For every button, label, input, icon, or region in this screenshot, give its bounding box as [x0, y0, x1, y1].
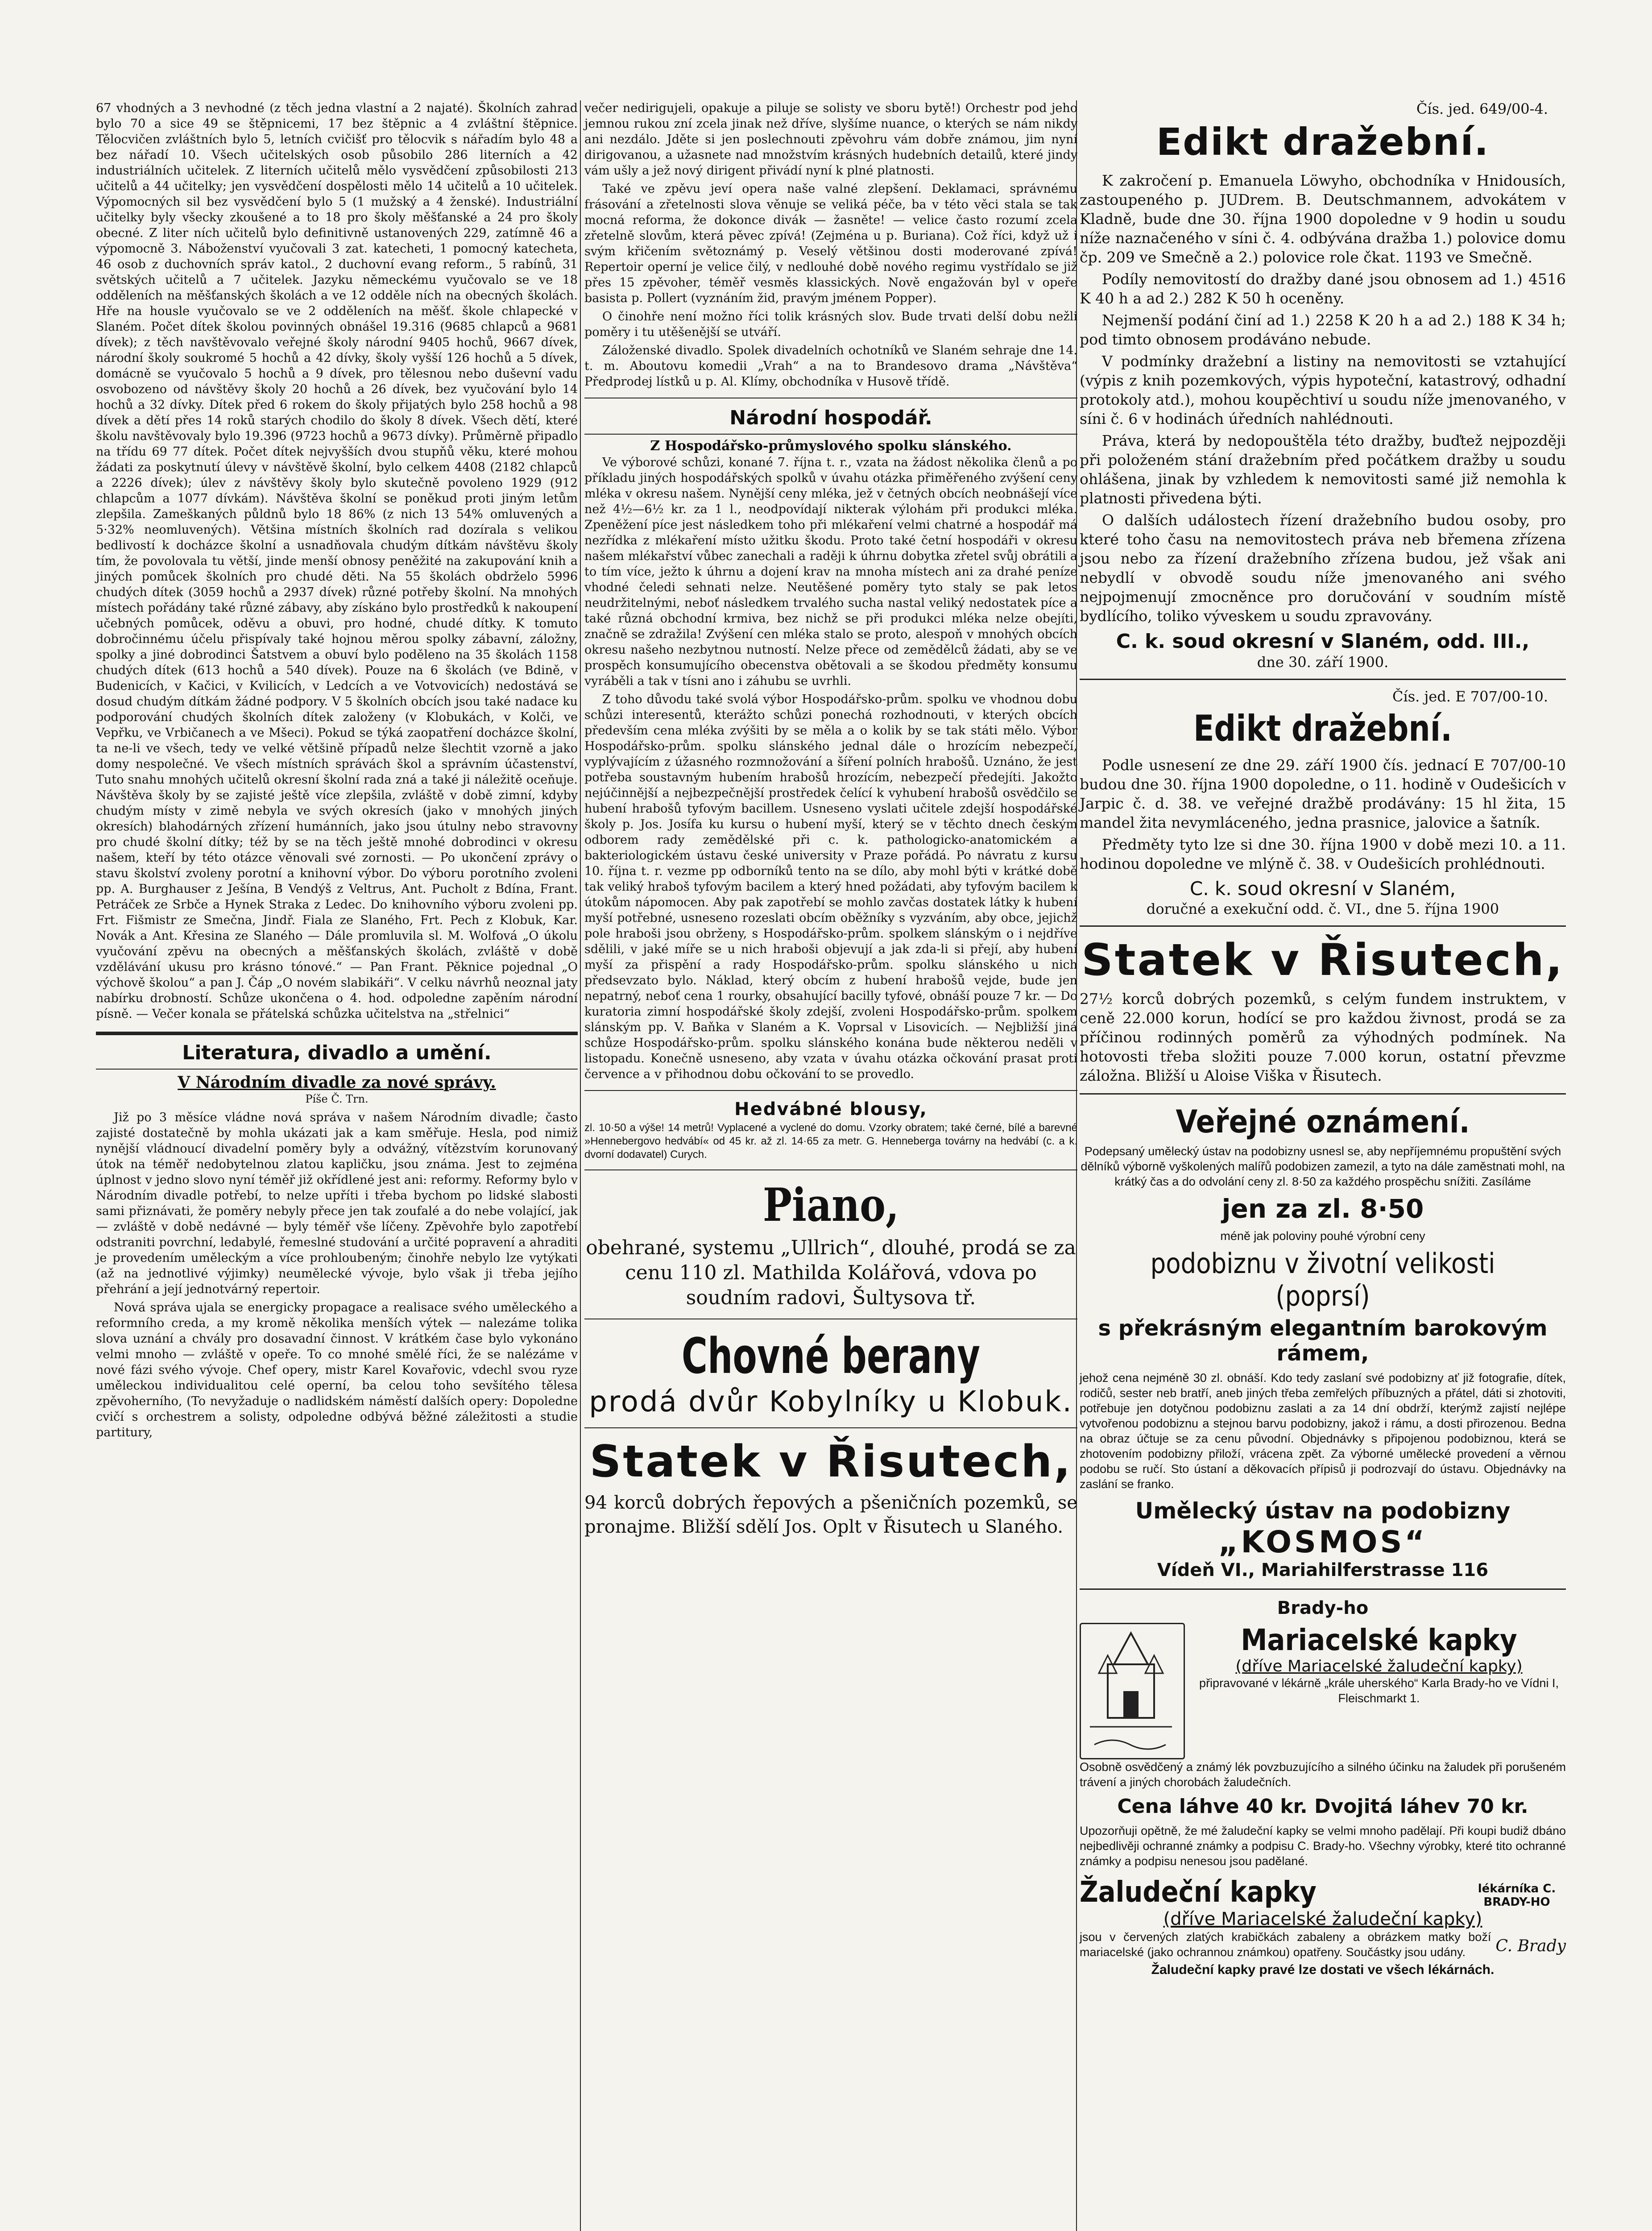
theatre-paragraph: O činohře není možno říci tolik krásných slov. Bude trvati delší dobu nežli poměry i tu utěšenější se utváří.: [584, 310, 1077, 339]
mariazell-church-illustration: [1080, 1623, 1185, 1759]
edict-2-paragraph: Podle usnesení ze dne 29. září 1900 čís. jednací E 707/00-10 budou dne 30. října 1900 dopoledne, o 11. hodině v Oudešicích v Jarpic č. d. 38. ve veřejné dražbě prodávány: 15 hl žita, 15 mandel žita nevymláceného, jednа prasnice, jalovice a šatník.: [1080, 756, 1566, 831]
edict-1-date: dne 30. září 1900.: [1257, 654, 1389, 671]
public-notice-intro: Podepsaný umělecký ústav na podobizny usnesl se, aby nepříjemnému propuštění svých dělníků výborně vyškolených malířů podobizen zamezil, a tyto na dále zaměstnati mohl, na krátký čas a do odvolání ceny zl. 8·50 za každého prospěchu snížiti. Zasíláme: [1081, 1145, 1565, 1188]
brady-ad: [1080, 1623, 1566, 1759]
edict-2-court: C. k. soud okresní v Slaném,: [1190, 878, 1456, 900]
column-3: [1080, 100, 1566, 1980]
farm-sale-title: Statek v Řisutech,: [1081, 935, 1564, 986]
section-divider: [584, 434, 1077, 435]
portrait-frame-line: s překrásným elegantním barokovým rámem,: [1098, 1316, 1548, 1366]
ad-divider: [1080, 1588, 1566, 1590]
mariacelske-prep: připravované v lékárně „krále uherského“ Karla Brady-ho ve Vídni I, Fleischmarkt 1.: [1199, 1676, 1559, 1705]
kosmos-address: Vídeň VI., Mariahilferstrasse 116: [1157, 1560, 1489, 1580]
edict-2-paragraph: Předměty tyto lze si dne 30. října 1900 v době mezi 10. a 11. hodinou dopoledne ve mlýně č. 38. v Oudešicích prohlédnouti.: [1080, 836, 1566, 872]
kosmos-institute: Umělecký ústav na podobizny: [1135, 1498, 1511, 1524]
literature-subheading: V Národním divadle za nové správy.: [178, 1073, 496, 1092]
ad-divider: [1080, 925, 1566, 927]
brady-text: [1192, 1623, 1566, 1759]
literature-byline: Píše Č. Trn.: [305, 1093, 368, 1105]
edict-2-title: Edikt dražební.: [1193, 708, 1452, 749]
edict-2-date: doručné a exekuční odd. č. VI., dne 5. října 1900: [1146, 900, 1499, 917]
brady-top: Brady-ho: [1277, 1598, 1369, 1618]
literature-heading: Literatura, divadlo a umění.: [182, 1041, 492, 1064]
literature-paragraph: Nová správa ujala se energicky propagace a realisace svého uměleckého a reformního creda, a my kromě několika menších výtek — nalezáme tolika slova uznání a chvály pro dosavadní činnost. V krátkém čase bylo vykonáno velmi mnoho — zvláště v opeře. To co mnohé smělé říci, že se nalézáme v nové fázi svého vývoje. Chef opery, mistr Karel Kovařovic, vdechl svou ryze uměleckou individualitou celé operní, ba celou toho sevšítého tělesa zpěvoherního, (To nevyžaduje o nadlidském náměstí dalších opery: Dopoledne cvičí s orchestrem a solisty, odpoledne odbývá běžné záležitosti a studie partitury,: [96, 1301, 578, 1439]
mariacelske-warning: Upozorňuji opětně, že mé žaludeční kapky se velmi mnoho padělají. Při koupi budiž dbáno nejbedlivěji ochranné známky a podpisu C. Brady-ho. Všechny výrobky, které tito ochranné známky a podpisu nenesou jsou padělané.: [1080, 1824, 1566, 1868]
ad-divider: [584, 1090, 1077, 1091]
edict-2-number: Čís. jed. E 707/00-10.: [1392, 688, 1548, 705]
mariacelske-title: Mariacelské kapky: [1241, 1623, 1517, 1657]
edict-1-number: Čís. jed. 649/00-4.: [1416, 100, 1548, 117]
ad-divider: [1080, 1093, 1566, 1095]
silk-blouses-body: zl. 10·50 a výše! 14 metrů! Vyplacené a vyclené do domu. Vzorky obratem; také černé, bílé a barevné »Hennebergovo hedvábí« od 45 kr. až zl. 14·65 za metr. G. Henneberga továrny na hedvábí (c. a k. dvorní dodavatel) Curych.: [584, 1122, 1077, 1161]
ad-divider: [1080, 679, 1566, 680]
portrait-price-note: méně jak poloviny pouhé výrobní ceny: [1220, 1229, 1425, 1243]
portrait-price: jen za zl. 8·50: [1221, 1194, 1424, 1224]
farm-lease-body: 94 korců dobrých řepových a pšeničních pozemků, se pronajme. Bližší sdělí Jos. Oplt v Řisutech u Slaného.: [584, 1493, 1077, 1537]
zaludecni-desc: jsou v červených zlatých krabičkách zabaleny a obrázkem matky boží mariacelské (jako ochrannou známkou) opatřeny. Součástky jsou udány.: [1080, 1930, 1491, 1959]
edict-1-paragraph: Nejmenší podání činí ad 1.) 2258 K 20 h a ad 2.) 188 K 34 h; pod timto obnosem prodáváno nebude.: [1080, 311, 1566, 348]
ad-divider: [584, 1427, 1077, 1428]
zaludecni-title: Žaludeční kapky: [1080, 1876, 1317, 1909]
edict-1-paragraph: V podmínky dražební a listiny na nemovitosti se vztahující (výpis z knih pozemkových, výpis hypoteční, katastrový, odhadní protokoly atd.), mohou koupěchtiví u soudu níže jmenovaného, v síni č. 6 v hodinách úředních nahlédnouti.: [1080, 352, 1566, 427]
portrait-headline: podobiznu v životní velikosti (poprsí): [1150, 1247, 1495, 1312]
edict-1-paragraph: O dalších událostech řízení dražebního budou osoby, pro které toho času na nemovitostech práva neb břemena zřízena jsou nebo za řízení dražebního zřízena budou, jež však ani nebydlí v obvodě soudu níže jmenovaného ani svého nejpojmenují zmocněnce pro doručování v soudním místě bydlícího, toliko výveskem u soudu zpravovány.: [1080, 511, 1566, 625]
edict-1-paragraph: K zakročení p. Emanuela Löwyho, obchodníka v Hnidousích, zastoupeného p. JUDrem. B. Deutschmannem, advokátem v Kladně, bude dne 30. října 1900 dopoledne v 9 hodin u soudu níže naznačeného v síni č. 4. odbývána dražba 1.) polovice domu čp. 209 ve Smečně a 2.) polovice role čkat. 1193 ve Smečně.: [1080, 172, 1566, 266]
brady-signature: C. Brady: [1495, 1937, 1566, 1955]
zaludecni-subtitle: (dříve Mariacelské žaludeční kapky): [1163, 1909, 1482, 1929]
mariacelske-subtitle: (dříve Mariacelské žaludeční kapky): [1235, 1657, 1523, 1675]
edict-1-paragraph: Práva, která by nedopouštěla této dražby, buďtež nejpozději při položeném stání dražebním před počátkem dražby u soudu ohlášena, jinak by vzhledem k nemovitosti samé již nemohla k platnosti přivedena býti.: [1080, 432, 1566, 507]
column-2: [584, 100, 1077, 1542]
mariacelske-price: Cena láhve 40 kr. Dvojitá láhev 70 kr.: [1117, 1795, 1528, 1818]
silk-blouses-title: Hedvábné blousy,: [734, 1099, 927, 1120]
economy-paragraph: Ve výborové schůzi, konané 7. října t. r., vzata na žádost několika členů a po příkladu jiných hospodářských spolků v úvahu otázka přiměřeného zvýšení ceny mléka v okresu našem. Nynější ceny mléka, jež v četných obcích neobnášejí více než 4½—6½ kr. za 1 l., neodpovídají nikterak výlohám při produkci mléka. Zpeněžení píce jest následkem toho při mlékaření velmi chatrné a hospodář má nezřídka z mlékaření místo užitku škodu. Proto také četní hospodáři v okresu našem mlékařství vůbec zanechali a raději k úhrnu dobytka zřetel svůj obrátili a to tím více, ježto k úhrnu a dojení krav na mnoha místech ani za drahé peníze vhodné čeledi sehnati nelze. Neutěšené poměry tyto staly se pak letos neudržitelnými, neboť následkem trvalého sucha nastal veliký nedostatek píce a také různá obchodní krmiva, bez nichž se při produkci mléka nelze obejíti, značně se zdražila! Zvýšení cen mléka stalo se proto, alespoň v mnohých obcích okresu našeho nezbytnou nutností. Nelze přece od zemědělců žádati, aby se ve prospěch konsumujícího obecenstva obětovali a se škodou předměty konsumu vyráběli a tak v tísni ano i záhubu se uvrhli.: [584, 456, 1077, 688]
economy-subheading: Z Hospodářsko-průmyslového spolku slánského.: [650, 438, 1012, 454]
section-divider: [96, 1032, 578, 1035]
ad-divider: [584, 1169, 1077, 1170]
edict-1-title: Edikt dražební.: [1156, 120, 1490, 164]
farm-lease-title: Statek v Řisutech,: [589, 1436, 1072, 1487]
public-notice-title: Veřejné oznámení.: [1176, 1103, 1470, 1140]
farm-sale-body: 27½ korců dobrých pozemků, s celým fundem instruktem, v ceně 22.000 korun, hodící se pro každou živnost, prodá se za příčinou rodinných poměrů za výhodných podmínek. Na hotovosti třeba složiti pouze 7.000 korun, ostatní převzme záložna. Bližší u Aloise Viška v Řisutech.: [1080, 990, 1566, 1084]
theatre-paragraph: Záloženské divadlo. Spolek divadelních ochotníků ve Slaném sehraje dne 14. t. m. Aboutovu komedii „Vrah“ a na to Brandesovo drama „Návštěva“ Předprodej lístků u p. Al. Klímy, obchodníka v Husově třídě.: [584, 344, 1077, 389]
rams-ad-body: prodá dvůr Kobylníky u Klobuk.: [589, 1385, 1073, 1418]
column-1: [96, 100, 578, 1443]
edict-1-paragraph: Podíly nemovitostí do dražby dané jsou obnosem ad 1.) 4516 K 40 h a ad 2.) 282 K 50 h oceněny.: [1080, 270, 1566, 307]
mariacelske-desc: Osobně osvědčený a známý lék povzbuzujícího a silného účinku na žaludek při porušeném trávení a jiných chorobách žaludečních.: [1080, 1760, 1566, 1789]
brady-small-signature: lékárníka C. BRADY-HO: [1478, 1882, 1556, 1909]
piano-ad-title: Piano,: [762, 1178, 899, 1232]
theatre-paragraph: večer nedirigujeli, opakuje a piluje se solisty ve sboru bytě!) Orchestr pod jeho jemnou rukou zní zcela jinak než dříve, slyšíme nuance, o kterých se nám nikdy ani nezdálo. Jděte si jen poslechnouti zpěvohru vám dobře známou, jim nyní dirigovanou, a užasnete nad množstvím krásných hudebních detailů, které jindy vám ušly a jež nový dirigent přivádí nyní k plné platnosti.: [584, 101, 1077, 178]
economy-paragraph: Z toho důvodu také svolá výbor Hospodářsko-prům. spolku ve vhodnou dobu schůzi interesentů, kterážto schůzi ponechá rozhodnouti, v kterých obcích především cena mléka zvýšiti by se měla a o kolik by se tak státi mělo. Výbor Hospodářsko-prům. spolku slánského jednal dále o hrozícím nebezpečí, vyplývajícím z úžasného rozmnožování a šíření polních hrabošů. Uznáno, že jest potřeba soustavným hubením hrabošů hrozícím, nebezpečí předejíti. Jakožto nejúčinnější a nejbezpečnější prostředek čelící k vyhubení hrabošů osvědčilo se hubení hrabošů tyfovým bacillem. Usneseno vyslati učitele zdejší hospodářské školy p. Jos. Josífa ku kursu o hubení myší, který se v těchto dnech českým odborem rady zemědělské při c. k. pathologicko-anatomickém a bakteriologickém ústavu české university v Praze pořádá. Po návratu z kursu 10. října t. r. vezme pp odborníků tento na se dílo, aby mohl býti v krátké době tak veliký hraboš tyfovým bacilem a který hned požádati, aby tyfovým bacilem k útokům nápomocen. Aby pak zapotřebí se mohlo zavčas dostatek látky k hubení myší potřebné, usneseno rozeslati obcím oběžníky s vyzváním, aby obce, jejichž pole hraboši jsou obrženy, s Hospodářsko-prům. spolkem slánským o i nejdříve sdělili, v jaké míře se u nich hraboši objevují a jak zda-li si přejí, aby hubení myší za přispění a rady Hospodářsko-prům. spolku slánského u nich předsevzato bylo. Náklad, který obcím z hubení hrabošů vejde, bude jen nepatrný, neboť cena 1 rourky, obsahující bacilly tyfové, obnáší pouze 7 kr. — Do kuratoria zimní hospodářské školy zdejší, zvoleni Hospodářsko-prům. spolkem slánským pp. V. Baňka v Slaném a K. Voprsal v Lisovicích. — Nejbližší jiná schůze Hospodářsko-prům. spolku slánského konána bude některou neděli v listopadu. Konečně usneseno, aby vzata v úvahu otázka očkování prasat proti července a v přihodnou dobu očkování to se provedlo.: [584, 693, 1077, 1081]
section-divider: [96, 1069, 578, 1070]
school-report-text: 67 vhodných a 3 nevhodné (z těch jedna vlastní a 2 najaté). Školních zahrad bylo 70 a sice 49 se štěpnicemi, 17 bez štěpnic a 4 zvláštní štěpnice. Tělocvičen zvláštních bylo 5, letních cvičišť pro tělocvik s nářadím bylo 48 a bez nářadí 10. Všech učitelských osob působilo 286 literních a 42 industriálních učitelek. Z literních učitelů mělo vysvědčení způsobilosti 213 učitelů a 44 učitelky; jen vysvědčení dospělosti mělo 14 učitelů a 10 učitelek. Výpomocných sil bez vysvědčení bylo 5 (1 mužský a 4 ženské). Industriální učitelky byly všecky zkoušené a to 18 pro školy měšťanské a 24 pro školy obecné. Z liter ních učitelů bylo definitivně ustanovených 229, zatímně 46 a výpomocně 3. Náboženství vyučovali 3 zat. katecheti, 1 pomocný katecheta, 46 osob z duchovních správ katol., 2 duchovní evang reform., 5 rabínů, 31 světských učitelů a 7 učitelek. Jazyku německému vyučovalo se ve 18 odděleních na měšťanských školách a ve 12 odděle ních na obecných školách. Hře na housle vyučovalo se ve 2 odděleních na měšť. škole chlapecké v Slaném. Počet dítek školou povinných obnášel 19.316 (9685 chlapců a 9681 dívek); z těch navštěvovalo veřejné školy národní 9405 hochů, 9667 dívek, národní školy soukromé 5 hochů a 42 dívky, školy vyšší 126 hochů a 5 dívek, domácně se vyučovalo 5 hochů a 9 dívek, pro tělesnou nebo duševní vadu osvobozeno od návštěvy školy 20 hochů a 26 dívek, bez vyučování bylo 14 hochů a 32 dívky. Dítek před 6 rokem do školy přijatých bylo 258 hochů a 98 dívek a dětí přes 14 roků starých chodilo do školy 8 dívek. Všech dětí, které školu navštěvovaly bylo 19.396 (9723 hochů a 9673 dívky). Průměrně připadlo na třídu 69 77 dítek. Počet dítek nejvyšších dvou stupňů věku, které mohou žádati za poskytnutí úlevy v návštěvě školní, bylo celkem 4408 (2182 chlapců a 2226 dívek); úlev z návštěvy školy bylo skutečně povoleno 1929 (912 chlapcům a 1077 dívkám). Návštěva školní se poněkud proti jiným letům zlepšila. Zameškaných půldnů bylo 18 86% (z nich 13 54% omluvených a 5·32% neomluvených). Většina místních školních rad dozírala s velikou bedlivostí k docházce školní a usnadňovala chudým dítkám návštěvu školy tím, že povolovala tu větší, jinde menší obnosy peněžité na zakupování knih a jiných pomůcek školních pro chudé děti. Na 55 školách obdrželo 5996 chudých dítek (3059 hochů a 2937 dívek) různé potřeby školní. Na mnohých místech pořádány také různé zábavy, aby získáno bylo prostředků k nakoupení učebných pomůcek, oděvu a obuvi, pro hodné, chudé dítky. K tomuto dobročinnému účelu přispívaly také hojnou měrou spolky zábavní, záložny, spolky a jiné dobrodinci Šatstvem a obuví bylo poděleno na 35 školách 1158 chudých dítek (613 hochů a 540 dívek). Pouze na 6 školách (ve Bdině, v Budenicích, v Kačici, v Kvilicích, v Ledcích a ve Votvovicích) nedostává se dosud chudým dítkám žádné podpory. V 5 školních obcích jsou také nadace ku podporování chudých školních dítek založeny (v Klobukách, v Kolči, ve Vepřku, ve Vrbičanech a ve Mšeci). Pokud se týká zaopatření docházce školní, ta ne-li ve všech, tedy ve velké většině případů nelze šlechtit vzorně a jako domy nespolečné. Ve všech místních správách škol a správním účastenství, Tuto snahu mnohých učitelů okresní školní rada zná a také ji náležitě oceňuje. Návštěva školy by se zajisté ještě více zlepšila, zvláště v době zimní, kdyby chudým místy v zimě nebyla ve svých okresích (jako v mnohých jiných okresích) blahodárných zřízení humánních, jako jsou útulny nebo stravovny pro chudé školní dítky; též by se na těch ještě mnohé dobrodinci v okresu našem, kteří by této otázce věnovali své zornosti. — Po ukončení zprávy o stavu školství zvoleny porotní a knihovní výbor. Do výboru porotního zvoleni pp. A. Burghauser z Ješína, B Vendýš z Veltrus, Ant. Pucholt z Bdína, Frant. Petráček ze Srbče a Hynek Straka z Ledec. Do knihovního výboru zvoleni pp. Frt. Fišmistr ze Smečna, Jindř. Fiala ze Slaného, Frt. Pech z Klobuk, Kar. Novák a Ant. Křesina ze Slaného — Dále promluvila sl. M. Wolfová „O úkolu vyučování zpěvu na obecných a měšťanských školách, zvláště v době vzdělávání ukusu pro krásno tónové.“ — Pan Frant. Pěknice pojednal „O výchově školou“ a pan J. Čáp „O novém slabikáři“. V celku návrhů neoznal jaty nabírku drobností. Schůze ukončena o 4. hod. odpoledne zapěním národní písně. — Večer konala se přátelská schůzka učitelstva na „střelnici“: [96, 101, 578, 1021]
theatre-paragraph: Také ve zpěvu jeví opera naše valné zlepšení. Deklamaci, správnému frásování a zřetelnosti slova věnuje se veliká péče, ba v této věci stala se tak mocná reforma, že dokonce divák — žasněte! — velice často rozumí zcela zřetelně slovům, která pěvec zpívá! (Zejména u p. Buriana). Což říci, když už i svým křičením světoznámý p. Veselý většinou dosti moderované zpívá! Repertoir operní je velice čilý, v nedlouhé době nového regimu vystřídalo se již přes 15 zpěvoher, téměř vesměs klassických. Nově engažován byl v opeře basista p. Pollert (vyznáním žid, pravým jménem Popper).: [584, 182, 1077, 305]
kosmos-name: „KOSMOS“: [1218, 1525, 1428, 1560]
rams-ad-title: Chovné berany: [681, 1327, 981, 1385]
edict-1-court: C. k. soud okresní v Slaném, odd. III.,: [1116, 630, 1530, 653]
piano-ad-body: obehrané, systemu „Ullrich“, dlouhé, prodá se za cenu 110 zl. Mathilda Kolářová, vdova po soudním radovi, Šultysova tř.: [586, 1236, 1076, 1309]
column-rule-left: [580, 100, 581, 2231]
literature-paragraph: Již po 3 měsíce vládne nová správa v našem Národním divadle; často zajisté dostatečně by mohla ukázati jak a kam směřuje. Hesla, pod nimiž nynější vládnoucí divadelní poměry byly a odvážný, vítězstvím korunovaný útok na téměř nedobytelnou zlatou kapličku, jsou známa. Jest to zejména úplnost v jedno slovo nyní téměř již okřídlené jest ani: reformy. Reformy bylo v Národním divadle potřebí, to nelze upříti i třeba bychom po lidské slabosti sami přiznávati, že poměry nebyly přece jen tak zoufalé a do nebe volající, jak — zvláště v době nedávné — byly téměř vše líčeny. Zpěvohře bylo zapotřebí odstraniti povrchní, ledabylé, řemeslné studování a určité popravení a ahraditi je provedením uměleckým a více prohloubeným; činohře nebylo lze vytýkati (až na jednotlivé výjimky) neumělecké vývoje, bylo však ji třeba jejího přehrání a její jednotvárný repertoir.: [96, 1111, 578, 1296]
economy-heading: Národní hospodář.: [729, 406, 932, 429]
zaludecni-footer: Žaludeční kapky pravé lze dostati ve všech lékárnách.: [1151, 1962, 1495, 1977]
portrait-body: jehož cena nejméně 30 zl. obnáší. Kdo tedy zaslaní své podobizny ať již fotografie, dítek, rodičů, sester neb bratří, aneb jiných třeba zemřelých příbuzných a přátel, dáti si zhotoviti, potřebuje jen dotyčnou podobiznu zaslati a za 14 dní obdrží, kterýmž zajistí nejlépe vytvořenou podobiznu a stejnou barvu podobizny, jakož i rámu, a dosti přirozenou. Bedna na obraz účtuje se za cenu původní. Objednávky s připojenou podobiznou, která se zhotovením podobizny přiloží, vrácena zpět. Za výborné umělecké provedení a věrnou podobu se ručí. Sto ústaní a děkovacích přípisů ji podrozvají do ústavu. Objednávky na zaslání se franko.: [1080, 1371, 1566, 1491]
